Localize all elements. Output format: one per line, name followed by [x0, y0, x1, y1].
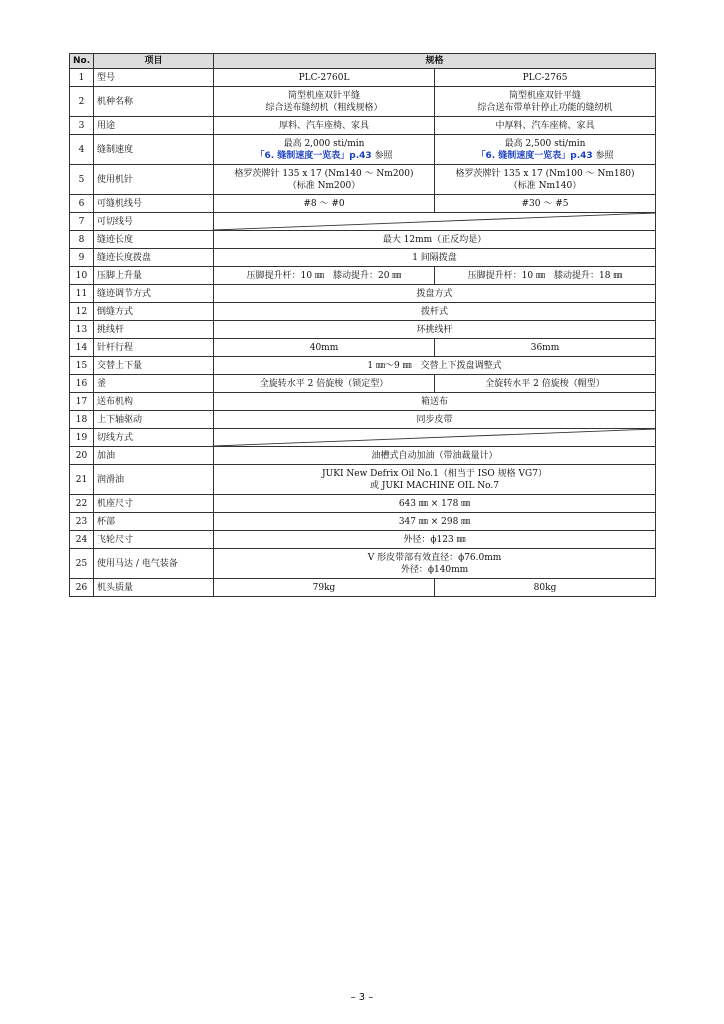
spec-table — [69, 53, 656, 597]
row-no: 4 — [70, 135, 94, 165]
text-line: 外径：ϕ140mm — [400, 564, 469, 575]
row-item: 送布机构 — [94, 393, 214, 411]
table-row — [70, 195, 656, 213]
row-no: 18 — [70, 411, 94, 429]
table-row — [70, 231, 656, 249]
header-item: 项目 — [94, 54, 214, 69]
spec-value: 拨杆式 — [214, 303, 656, 321]
table-row — [70, 117, 656, 135]
row-no: 21 — [70, 465, 94, 495]
row-item: 用途 — [94, 117, 214, 135]
diagonal-slash — [214, 213, 655, 230]
table-row — [70, 465, 656, 495]
stroke-right: 36mm — [435, 339, 656, 357]
not-applicable-cell — [214, 429, 656, 447]
spec-value: 外径：ϕ123 ㎜ — [214, 531, 656, 549]
table-row — [70, 87, 656, 117]
machine-name-left — [214, 87, 435, 117]
table-row — [70, 135, 656, 165]
row-no: 8 — [70, 231, 94, 249]
table-row — [70, 549, 656, 579]
row-item: 缝制速度 — [94, 135, 214, 165]
row-no: 26 — [70, 579, 94, 597]
table-row — [70, 249, 656, 267]
header-no: No. — [70, 54, 94, 69]
row-no: 5 — [70, 165, 94, 195]
text-line: （标准 Nm200） — [287, 180, 361, 191]
stroke-left: 40mm — [214, 339, 435, 357]
row-item: 杯部 — [94, 513, 214, 531]
text-line: 格罗茨牌针 135 x 17 (Nm100 ～ Nm180) — [455, 168, 635, 179]
row-no: 17 — [70, 393, 94, 411]
text-line — [438, 150, 652, 162]
spec-value: 同步皮带 — [214, 411, 656, 429]
table-row — [70, 393, 656, 411]
table-row — [70, 579, 656, 597]
row-item: 挑线杆 — [94, 321, 214, 339]
text-line: 格罗茨牌针 135 x 17 (Nm140 ～ Nm200) — [234, 168, 414, 179]
row-item: 釜 — [94, 375, 214, 393]
ref-text: 参照 — [374, 150, 393, 161]
oil-value — [214, 465, 656, 495]
spec-value: 最大 12mm（正反均是） — [214, 231, 656, 249]
text-line: V 形皮带部有效直径：ϕ76.0mm — [367, 552, 502, 563]
speed-left — [214, 135, 435, 165]
mass-left: 79kg — [214, 579, 435, 597]
row-no: 14 — [70, 339, 94, 357]
row-item: 压脚上升量 — [94, 267, 214, 285]
table-row — [70, 267, 656, 285]
row-no: 12 — [70, 303, 94, 321]
row-item: 可缝机线号 — [94, 195, 214, 213]
row-item: 机头质量 — [94, 579, 214, 597]
model-left: PLC-2760L — [214, 69, 435, 87]
row-no: 7 — [70, 213, 94, 231]
row-item: 缝迹长度拨盘 — [94, 249, 214, 267]
row-item: 使用机针 — [94, 165, 214, 195]
text-line: 综合送布缝纫机（粗线规格） — [265, 102, 383, 113]
row-no: 23 — [70, 513, 94, 531]
spec-value: 环挑线杆 — [214, 321, 656, 339]
speed-table-link[interactable]: 「6. 缝制速度一览表」p.43 — [476, 150, 593, 161]
text-line: 最高 2,500 sti/min — [504, 138, 586, 149]
row-item: 交替上下量 — [94, 357, 214, 375]
row-item: 型号 — [94, 69, 214, 87]
table-row — [70, 375, 656, 393]
row-item: 可切线号 — [94, 213, 214, 231]
text-line: （标准 Nm140） — [508, 180, 582, 191]
table-row — [70, 513, 656, 531]
row-no: 19 — [70, 429, 94, 447]
table-row — [70, 339, 656, 357]
row-no: 24 — [70, 531, 94, 549]
table-row — [70, 429, 656, 447]
table-row — [70, 213, 656, 231]
table-row — [70, 411, 656, 429]
spec-value: 箱送布 — [214, 393, 656, 411]
header-row — [70, 54, 656, 69]
row-item: 机种名称 — [94, 87, 214, 117]
table-row — [70, 531, 656, 549]
row-item: 针杆行程 — [94, 339, 214, 357]
text-line: JUKI New Defrix Oil No.1（相当于 ISO 规格 VG7） — [322, 468, 547, 479]
row-no: 11 — [70, 285, 94, 303]
row-item: 缝迹调节方式 — [94, 285, 214, 303]
motor-value — [214, 549, 656, 579]
row-no: 25 — [70, 549, 94, 579]
row-no: 9 — [70, 249, 94, 267]
table-row — [70, 285, 656, 303]
row-no: 10 — [70, 267, 94, 285]
thread-right: #30 ～ #5 — [435, 195, 656, 213]
ref-text: 参照 — [595, 150, 614, 161]
needle-left — [214, 165, 435, 195]
text-line: 或 JUKI MACHINE OIL No.7 — [370, 480, 499, 491]
mass-right: 80kg — [435, 579, 656, 597]
header-spec: 规格 — [214, 54, 656, 69]
spec-value: 拨盘方式 — [214, 285, 656, 303]
row-item: 机座尺寸 — [94, 495, 214, 513]
row-no: 22 — [70, 495, 94, 513]
row-item: 润滑油 — [94, 465, 214, 495]
hook-left: 全旋转水平 2 倍旋梭（锁定型） — [214, 375, 435, 393]
spec-value: 油槽式自动加油（带油裁量计） — [214, 447, 656, 465]
row-item: 上下轴驱动 — [94, 411, 214, 429]
table-row — [70, 165, 656, 195]
usage-right: 中厚料、汽车座椅、家具 — [435, 117, 656, 135]
row-item: 加油 — [94, 447, 214, 465]
table-row — [70, 69, 656, 87]
row-item: 使用马达 / 电气装备 — [94, 549, 214, 579]
row-item: 飞轮尺寸 — [94, 531, 214, 549]
spec-value: 643 ㎜ × 178 ㎜ — [214, 495, 656, 513]
spec-value: 1 间隔拨盘 — [214, 249, 656, 267]
row-no: 1 — [70, 69, 94, 87]
usage-left: 厚料、汽车座椅、家具 — [214, 117, 435, 135]
table-row — [70, 357, 656, 375]
diagonal-slash — [214, 429, 655, 446]
thread-left: #8 ～ #0 — [214, 195, 435, 213]
machine-name-right — [435, 87, 656, 117]
table-row — [70, 495, 656, 513]
row-no: 13 — [70, 321, 94, 339]
text-line: 综合送布带单针停止功能的缝纫机 — [477, 102, 613, 113]
page-number: – 3 – — [350, 992, 374, 1003]
spec-value: 347 ㎜ × 298 ㎜ — [214, 513, 656, 531]
row-no: 16 — [70, 375, 94, 393]
row-no: 6 — [70, 195, 94, 213]
text-line — [217, 150, 431, 162]
row-no: 3 — [70, 117, 94, 135]
not-applicable-cell — [214, 213, 656, 231]
row-no: 2 — [70, 87, 94, 117]
model-right: PLC-2765 — [435, 69, 656, 87]
hook-right: 全旋转水平 2 倍旋梭（帽型） — [435, 375, 656, 393]
table-row — [70, 303, 656, 321]
row-item: 倒缝方式 — [94, 303, 214, 321]
text-line: 最高 2,000 sti/min — [283, 138, 365, 149]
row-item: 缝迹长度 — [94, 231, 214, 249]
needle-right — [435, 165, 656, 195]
row-no: 15 — [70, 357, 94, 375]
table-row — [70, 321, 656, 339]
lift-right: 压脚提升杆：10 ㎜ 膝动提升：18 ㎜ — [435, 267, 656, 285]
row-no: 20 — [70, 447, 94, 465]
text-line: 筒型机座双针平缝 — [287, 90, 360, 101]
speed-right — [435, 135, 656, 165]
lift-left: 压脚提升杆：10 ㎜ 膝动提升：20 ㎜ — [214, 267, 435, 285]
row-item: 切线方式 — [94, 429, 214, 447]
speed-table-link[interactable]: 「6. 缝制速度一览表」p.43 — [255, 150, 372, 161]
spec-value: 1 ㎜～9 ㎜ 交替上下拨盘调整式 — [214, 357, 656, 375]
text-line: 筒型机座双针平缝 — [509, 90, 582, 101]
table-row — [70, 447, 656, 465]
